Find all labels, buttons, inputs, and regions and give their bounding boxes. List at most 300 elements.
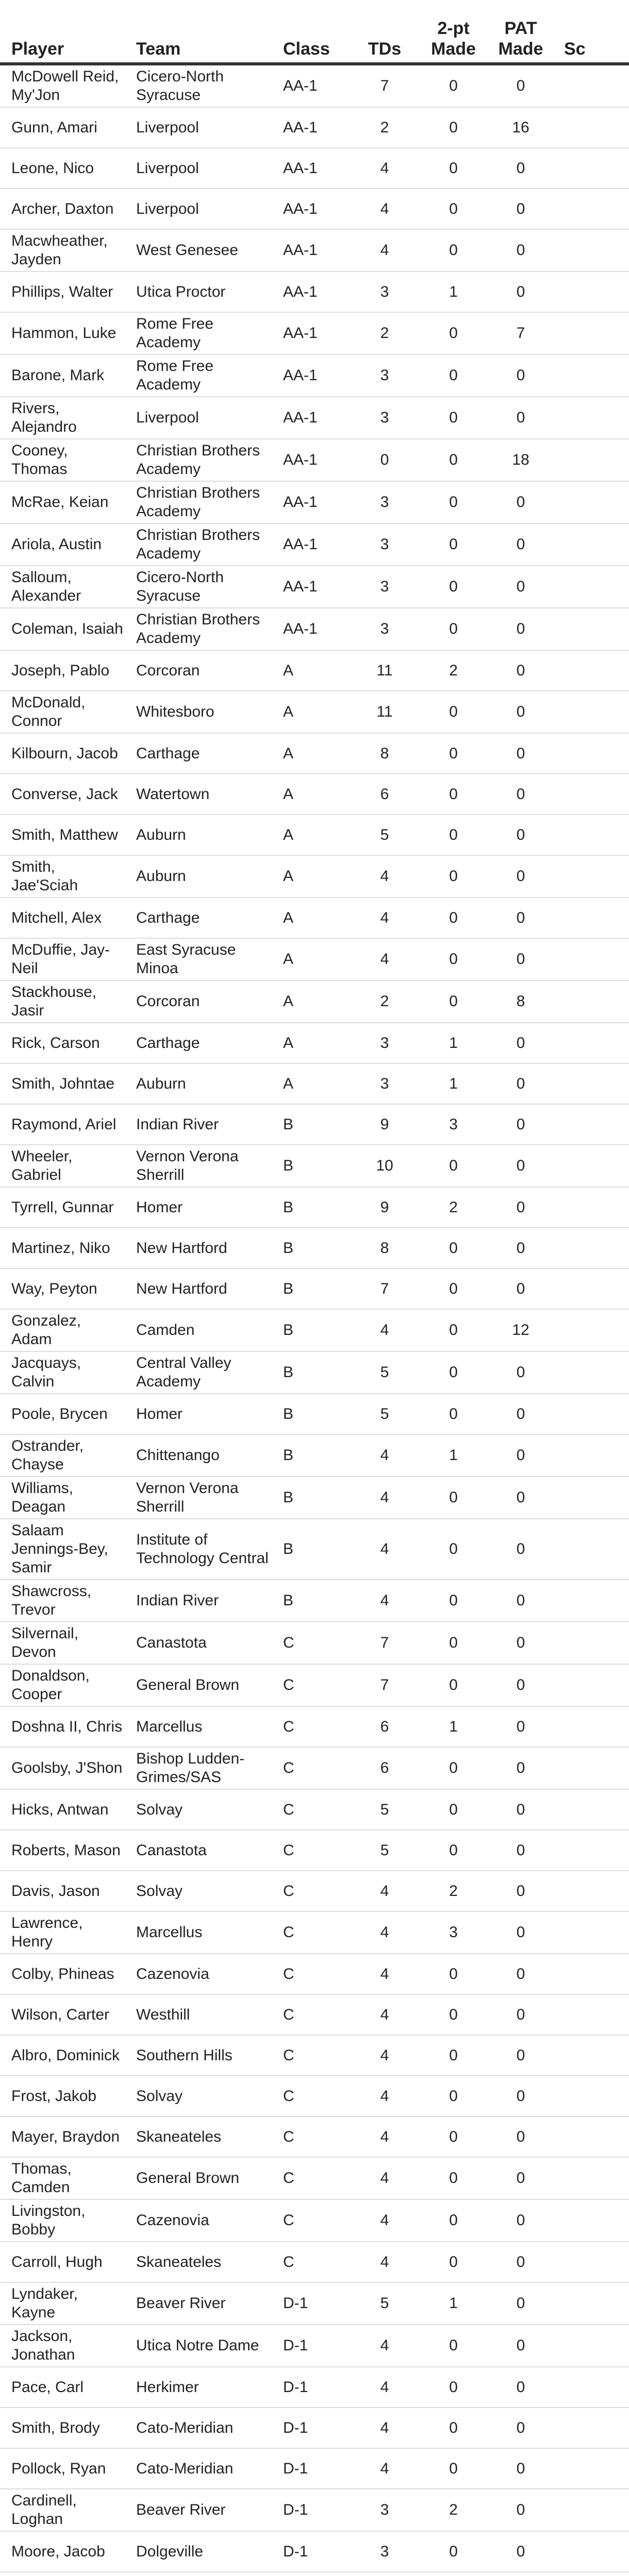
pat-cell: 0 [489, 733, 553, 774]
table-row [0, 774, 629, 815]
pat-cell: 0 [489, 1994, 553, 2035]
class-cell: C [272, 1911, 351, 1954]
table-row [0, 1580, 629, 1622]
class-cell: B [272, 1309, 351, 1351]
team-cell: Cicero-North Syracuse [125, 566, 272, 608]
team-cell: New Hartford [125, 1268, 272, 1309]
tds-cell: 4 [351, 1580, 418, 1622]
player-cell: Jackson, Jonathan [0, 2325, 125, 2367]
two-pt-cell: 0 [418, 523, 489, 566]
score-cell [553, 2035, 629, 2076]
player-cell: Roberts, Mason [0, 1830, 125, 1871]
score-cell [553, 2116, 629, 2157]
pat-cell: 0 [489, 397, 553, 439]
two-pt-cell: 0 [418, 980, 489, 1023]
class-cell: B [272, 1268, 351, 1309]
tds-cell: 4 [351, 2157, 418, 2199]
two-pt-column-header[interactable]: 2-pt Made [418, 0, 489, 64]
score-cell [553, 1268, 629, 1309]
tds-cell: 3 [351, 354, 418, 397]
pat-cell: 0 [489, 2076, 553, 2116]
team-cell: Cazenovia [125, 2199, 272, 2242]
team-cell: Utica Proctor [125, 272, 272, 312]
class-cell: A [272, 855, 351, 897]
class-cell: B [272, 1477, 351, 1519]
two-pt-cell: 0 [418, 1580, 489, 1622]
score-cell [553, 2076, 629, 2116]
class-cell: C [272, 1747, 351, 1789]
team-cell: Corcoran [125, 650, 272, 691]
table-row [0, 229, 629, 272]
two-pt-cell: 0 [418, 2157, 489, 2199]
score-cell [553, 608, 629, 650]
team-cell: Cazenovia [125, 1954, 272, 1994]
team-cell: Watertown [125, 774, 272, 815]
pat-cell: 0 [489, 1187, 553, 1228]
team-cell: Vernon Verona Sherrill [125, 1477, 272, 1519]
pat-cell: 0 [489, 1747, 553, 1789]
player-cell: Raymond, Ariel [0, 1104, 125, 1145]
player-cell: Mayer, Braydon [0, 2116, 125, 2157]
class-cell: AA-1 [272, 481, 351, 523]
player-cell: Donaldson, Cooper [0, 1664, 125, 1706]
pat-cell: 0 [489, 2489, 553, 2531]
class-cell: D-1 [272, 2282, 351, 2325]
class-cell: A [272, 897, 351, 938]
class-cell: A [272, 815, 351, 855]
table-row [0, 2408, 629, 2448]
player-cell: Martinez, Niko [0, 1228, 125, 1268]
player-cell: Jacquays, Calvin [0, 1351, 125, 1394]
class-cell: A [272, 980, 351, 1023]
two-pt-cell: 2 [418, 650, 489, 691]
tds-cell: 4 [351, 148, 418, 189]
pat-cell: 0 [489, 2531, 553, 2572]
score-column-header[interactable]: Sc [553, 0, 629, 64]
two-pt-cell: 0 [418, 1664, 489, 1706]
class-cell: AA-1 [272, 272, 351, 312]
tds-cell: 3 [351, 523, 418, 566]
pat-cell: 0 [489, 1145, 553, 1187]
pat-cell: 0 [489, 608, 553, 650]
table-row [0, 1394, 629, 1434]
tds-cell: 5 [351, 1394, 418, 1434]
class-cell: A [272, 650, 351, 691]
tds-cell: 5 [351, 815, 418, 855]
two-pt-cell [418, 2572, 489, 2576]
score-cell [553, 1434, 629, 1477]
table-row [0, 354, 629, 397]
pat-cell: 0 [489, 1706, 553, 1747]
class-cell: AA-1 [272, 64, 351, 107]
pat-cell: 0 [489, 354, 553, 397]
pat-cell: 0 [489, 2199, 553, 2242]
pat-cell: 12 [489, 1309, 553, 1351]
team-cell: Marcellus [125, 1706, 272, 1747]
player-cell [0, 2572, 125, 2576]
tds-cell: 4 [351, 1519, 418, 1580]
team-cell: Liverpool [125, 148, 272, 189]
class-cell: D-1 [272, 2448, 351, 2489]
score-cell [553, 1954, 629, 1994]
pat-cell: 0 [489, 2242, 553, 2282]
tds-cell: 11 [351, 691, 418, 733]
team-cell: Auburn [125, 815, 272, 855]
player-cell: Lawrence, Henry [0, 1911, 125, 1954]
pat-cell: 0 [489, 189, 553, 229]
player-cell: Way, Peyton [0, 1268, 125, 1309]
player-cell: Archer, Daxton [0, 189, 125, 229]
score-cell [553, 2531, 629, 2572]
team-cell: Westhill [125, 1994, 272, 2035]
tds-cell: 3 [351, 481, 418, 523]
team-cell: Corcoran [125, 980, 272, 1023]
class-cell: B [272, 1351, 351, 1394]
table-row [0, 691, 629, 733]
two-pt-cell: 0 [418, 1145, 489, 1187]
tds-cell: 4 [351, 2408, 418, 2448]
score-cell [553, 650, 629, 691]
two-pt-cell: 0 [418, 566, 489, 608]
pat-cell: 7 [489, 312, 553, 354]
class-column-header[interactable]: Class [272, 0, 351, 64]
tds-cell: 3 [351, 272, 418, 312]
player-cell: Cooney, Thomas [0, 439, 125, 481]
team-cell: West Genesee [125, 229, 272, 272]
class-cell: C [272, 1954, 351, 1994]
tds-cell: 4 [351, 2076, 418, 2116]
team-cell: Liverpool [125, 189, 272, 229]
tds-cell: 3 [351, 1023, 418, 1063]
score-cell [553, 439, 629, 481]
table-row [0, 1954, 629, 1994]
table-row [0, 1023, 629, 1063]
tds-cell: 5 [351, 1789, 418, 1830]
table-row [0, 1063, 629, 1104]
class-cell: C [272, 2157, 351, 2199]
team-cell [125, 2572, 272, 2576]
score-cell [553, 733, 629, 774]
two-pt-cell: 0 [418, 1268, 489, 1309]
table-row [0, 2531, 629, 2572]
player-cell: Gunn, Amari [0, 107, 125, 148]
team-cell: Institute of Technology Central [125, 1519, 272, 1580]
table-row [0, 1519, 629, 1580]
player-cell: Phillips, Walter [0, 272, 125, 312]
table-row [0, 855, 629, 897]
pat-cell: 0 [489, 1477, 553, 1519]
player-cell: Barone, Mark [0, 354, 125, 397]
pat-cell: 0 [489, 148, 553, 189]
score-cell [553, 2367, 629, 2408]
team-cell: Chittenango [125, 1434, 272, 1477]
score-cell [553, 1228, 629, 1268]
table-row [0, 650, 629, 691]
pat-cell: 0 [489, 64, 553, 107]
class-cell: A [272, 938, 351, 980]
player-cell: Thomas, Camden [0, 2157, 125, 2199]
tds-cell: 4 [351, 189, 418, 229]
team-cell: Central Valley Academy [125, 1351, 272, 1394]
two-pt-cell: 1 [418, 1063, 489, 1104]
class-cell: B [272, 1104, 351, 1145]
team-cell: Cicero-North Syracuse [125, 64, 272, 107]
two-pt-cell: 0 [418, 691, 489, 733]
team-cell: Solvay [125, 2076, 272, 2116]
score-cell [553, 2282, 629, 2325]
player-cell: Kilbourn, Jacob [0, 733, 125, 774]
player-cell: Shawcross, Trevor [0, 1580, 125, 1622]
class-cell: C [272, 2199, 351, 2242]
tds-cell: 4 [351, 938, 418, 980]
score-cell [553, 2408, 629, 2448]
team-cell: Liverpool [125, 397, 272, 439]
pat-cell: 0 [489, 1063, 553, 1104]
table-row [0, 2116, 629, 2157]
tds-cell: 8 [351, 733, 418, 774]
pat-cell: 0 [489, 1228, 553, 1268]
tds-column-header[interactable]: TDs [351, 0, 418, 64]
tds-cell: 4 [351, 229, 418, 272]
score-cell [553, 397, 629, 439]
class-cell: AA-1 [272, 107, 351, 148]
two-pt-cell: 0 [418, 312, 489, 354]
table-row [0, 1994, 629, 2035]
pat-cell: 0 [489, 938, 553, 980]
class-cell: AA-1 [272, 229, 351, 272]
team-cell: Utica Notre Dame [125, 2325, 272, 2367]
score-cell [553, 1309, 629, 1351]
player-cell: Ariola, Austin [0, 523, 125, 566]
pat-cell: 0 [489, 1830, 553, 1871]
team-cell: Skaneateles [125, 2242, 272, 2282]
pat-cell: 0 [489, 1911, 553, 1954]
score-cell [553, 1911, 629, 1954]
player-cell: Tyrrell, Gunnar [0, 1187, 125, 1228]
class-cell: AA-1 [272, 354, 351, 397]
tds-cell: 4 [351, 2116, 418, 2157]
class-cell: AA-1 [272, 439, 351, 481]
pat-cell: 0 [489, 2448, 553, 2489]
two-pt-cell: 0 [418, 855, 489, 897]
table-row [0, 733, 629, 774]
pat-cell: 0 [489, 2035, 553, 2076]
table-row [0, 2076, 629, 2116]
pat-cell: 0 [489, 774, 553, 815]
team-cell: Christian Brothers Academy [125, 439, 272, 481]
two-pt-cell: 0 [418, 1309, 489, 1351]
score-cell [553, 1351, 629, 1394]
player-cell: McDonald, Connor [0, 691, 125, 733]
player-cell: Doshna II, Chris [0, 1706, 125, 1747]
player-cell: Leone, Nico [0, 148, 125, 189]
team-cell: Rome Free Academy [125, 312, 272, 354]
two-pt-cell: 2 [418, 1187, 489, 1228]
tds-cell: 4 [351, 855, 418, 897]
pat-cell: 0 [489, 2408, 553, 2448]
class-cell: C [272, 2242, 351, 2282]
score-cell [553, 229, 629, 272]
score-cell [553, 1871, 629, 1911]
tds-cell: 4 [351, 897, 418, 938]
pat-cell: 0 [489, 1664, 553, 1706]
player-cell: Salloum, Alexander [0, 566, 125, 608]
player-cell: Goolsby, J'Shon [0, 1747, 125, 1789]
team-cell: Bishop Ludden-Grimes/SAS [125, 1747, 272, 1789]
class-cell: B [272, 1519, 351, 1580]
team-cell: Christian Brothers Academy [125, 481, 272, 523]
player-cell: Moore, Jacob [0, 2531, 125, 2572]
tds-cell: 3 [351, 397, 418, 439]
tds-cell: 3 [351, 2489, 418, 2531]
score-cell [553, 2325, 629, 2367]
pat-cell: 0 [489, 1871, 553, 1911]
table-row [0, 980, 629, 1023]
team-cell: General Brown [125, 1664, 272, 1706]
tds-cell: 9 [351, 1187, 418, 1228]
tds-cell: 7 [351, 1664, 418, 1706]
pat-cell: 0 [489, 1622, 553, 1664]
two-pt-cell: 0 [418, 439, 489, 481]
two-pt-cell: 0 [418, 2116, 489, 2157]
tds-cell: 4 [351, 1954, 418, 1994]
two-pt-cell: 1 [418, 1434, 489, 1477]
table-header-row [0, 0, 629, 64]
class-cell: B [272, 1434, 351, 1477]
class-cell: B [272, 1394, 351, 1434]
two-pt-cell: 0 [418, 2035, 489, 2076]
score-cell [553, 1789, 629, 1830]
two-pt-cell: 0 [418, 148, 489, 189]
team-cell: Carthage [125, 733, 272, 774]
player-cell: Pollock, Ryan [0, 2448, 125, 2489]
pat-cell: 0 [489, 1104, 553, 1145]
score-cell [553, 1830, 629, 1871]
table-row [0, 566, 629, 608]
team-cell: Solvay [125, 1871, 272, 1911]
player-cell: Rivers, Alejandro [0, 397, 125, 439]
player-cell: Mitchell, Alex [0, 897, 125, 938]
pat-cell: 18 [489, 439, 553, 481]
table-row [0, 523, 629, 566]
player-cell: Hicks, Antwan [0, 1789, 125, 1830]
class-cell: C [272, 1622, 351, 1664]
table-row [0, 815, 629, 855]
tds-cell: 4 [351, 2367, 418, 2408]
class-cell: C [272, 1994, 351, 2035]
class-cell [272, 2572, 351, 2576]
class-cell: B [272, 1228, 351, 1268]
pat-cell: 0 [489, 2116, 553, 2157]
score-cell [553, 2448, 629, 2489]
score-cell [553, 272, 629, 312]
score-cell [553, 481, 629, 523]
score-cell [553, 1023, 629, 1063]
tds-cell: 3 [351, 566, 418, 608]
two-pt-cell: 0 [418, 897, 489, 938]
table-row [0, 1789, 629, 1830]
two-pt-cell: 0 [418, 1622, 489, 1664]
two-pt-cell: 1 [418, 2282, 489, 2325]
two-pt-cell: 3 [418, 1911, 489, 1954]
team-cell: Solvay [125, 1789, 272, 1830]
two-pt-cell: 0 [418, 1747, 489, 1789]
pat-cell: 0 [489, 1394, 553, 1434]
score-cell [553, 1145, 629, 1187]
pat-cell: 0 [489, 650, 553, 691]
score-cell [553, 815, 629, 855]
score-cell [553, 354, 629, 397]
class-cell: C [272, 1830, 351, 1871]
table-row [0, 312, 629, 354]
table-row [0, 1477, 629, 1519]
player-cell: Rick, Carson [0, 1023, 125, 1063]
table-row [0, 1228, 629, 1268]
player-column-header[interactable]: Player [0, 0, 125, 64]
pat-cell: 0 [489, 1954, 553, 1994]
player-cell: Williams, Deagan [0, 1477, 125, 1519]
class-cell: C [272, 2076, 351, 2116]
pat-cell: 0 [489, 1023, 553, 1063]
score-cell [553, 1063, 629, 1104]
two-pt-cell: 0 [418, 1954, 489, 1994]
player-cell: Frost, Jakob [0, 2076, 125, 2116]
team-cell: Southern Hills [125, 2035, 272, 2076]
tds-cell: 4 [351, 2242, 418, 2282]
pat-cell: 8 [489, 980, 553, 1023]
team-cell: Carthage [125, 897, 272, 938]
score-cell [553, 566, 629, 608]
tds-cell: 7 [351, 1268, 418, 1309]
two-pt-cell: 0 [418, 2448, 489, 2489]
team-cell: New Hartford [125, 1228, 272, 1268]
score-cell [553, 523, 629, 566]
team-cell: Camden [125, 1309, 272, 1351]
tds-cell: 4 [351, 1309, 418, 1351]
pat-cell: 0 [489, 855, 553, 897]
team-column-header[interactable]: Team [125, 0, 272, 64]
class-cell: AA-1 [272, 397, 351, 439]
class-cell: AA-1 [272, 189, 351, 229]
score-cell [553, 1747, 629, 1789]
player-cell: Lyndaker, Kayne [0, 2282, 125, 2325]
score-cell [553, 2157, 629, 2199]
tds-cell: 11 [351, 650, 418, 691]
team-cell: Auburn [125, 855, 272, 897]
table-row [0, 2242, 629, 2282]
pat-cell: 0 [489, 691, 553, 733]
player-cell: McDowell Reid, My'Jon [0, 64, 125, 107]
table-row [0, 189, 629, 229]
tds-cell: 9 [351, 1104, 418, 1145]
two-pt-cell: 0 [418, 608, 489, 650]
two-pt-cell: 0 [418, 2408, 489, 2448]
pat-cell: 0 [489, 229, 553, 272]
player-cell: Gonzalez, Adam [0, 1309, 125, 1351]
class-cell: AA-1 [272, 523, 351, 566]
pat-cell: 0 [489, 566, 553, 608]
pat-cell: 0 [489, 1789, 553, 1830]
pat-cell: 0 [489, 1351, 553, 1394]
score-cell [553, 107, 629, 148]
class-cell: B [272, 1145, 351, 1187]
table-row [0, 1104, 629, 1145]
class-cell: A [272, 691, 351, 733]
class-cell: A [272, 1063, 351, 1104]
pat-column-header[interactable]: PAT Made [489, 0, 553, 64]
table-row [0, 2489, 629, 2531]
player-cell: Davis, Jason [0, 1871, 125, 1911]
